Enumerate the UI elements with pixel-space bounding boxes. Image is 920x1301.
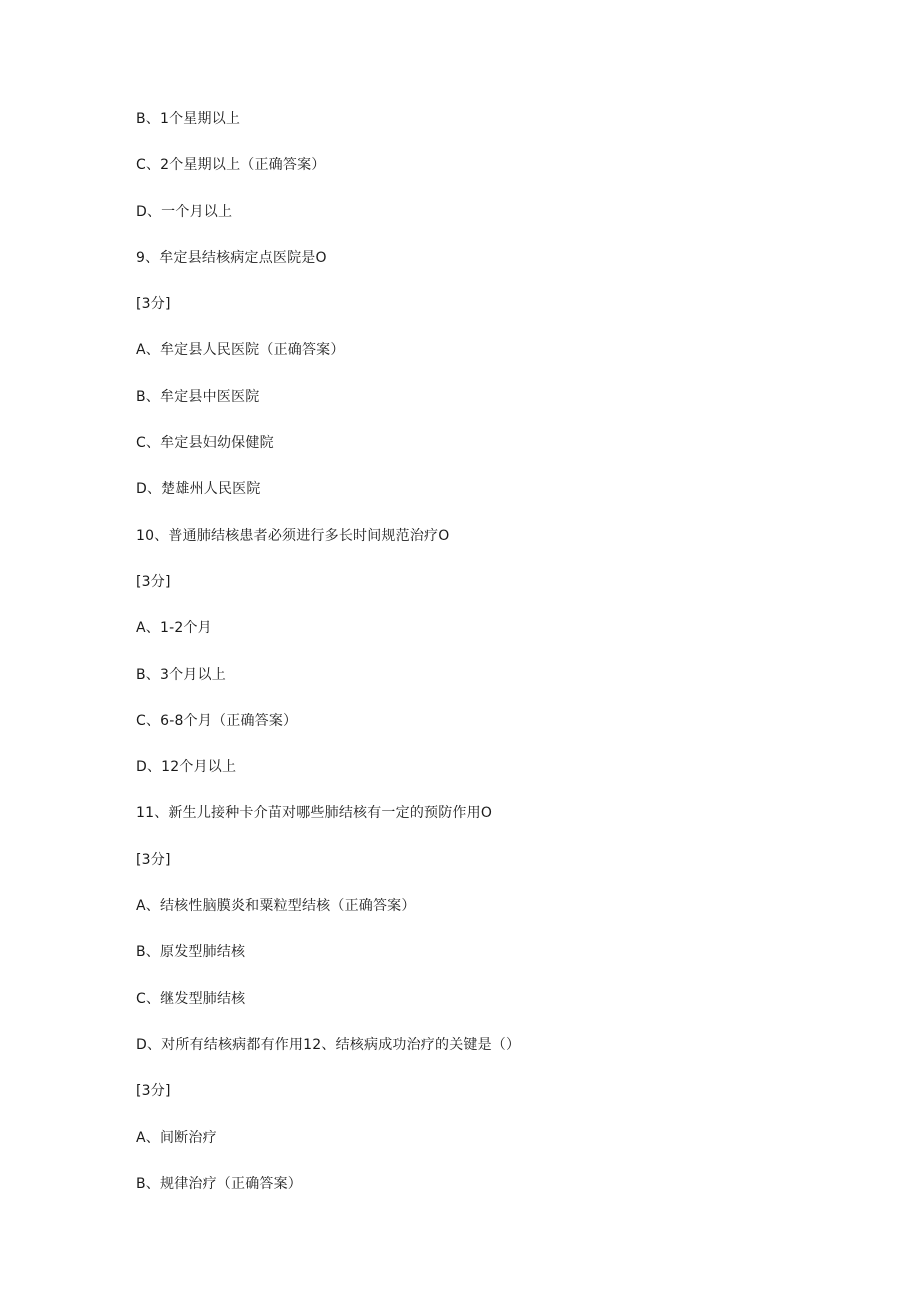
option-a-q10: A、1-2个月	[136, 620, 212, 637]
option-b-q10: B、3个月以上	[136, 666, 226, 683]
option-d-q11-and-question-12: D、对所有结核病都有作用12、结核病成功治疗的关键是（）	[136, 1036, 521, 1053]
option-c-q10: C、6-8个月（正确答案）	[136, 712, 298, 729]
score-q12: [3分]	[136, 1083, 171, 1100]
question-10: 10、普通肺结核患者必须进行多长时间规范治疗O	[136, 527, 450, 544]
question-11: 11、新生儿接种卡介苗对哪些肺结核有一定的预防作用O	[136, 805, 493, 822]
option-a-q11: A、结核性脑膜炎和粟粒型结核（正确答案）	[136, 898, 416, 915]
option-a-q12: A、间断治疗	[136, 1129, 217, 1146]
option-b-q8: B、1个星期以上	[136, 111, 241, 127]
option-d-q9: D、楚雄州人民医院	[136, 481, 261, 498]
quiz-text	[136, 108, 520, 1219]
score-q10: [3分]	[136, 573, 171, 590]
option-b-q11: B、原发型肺结核	[136, 944, 246, 961]
option-c-q9: C、牟定县妇幼保健院	[136, 435, 274, 452]
option-b-q12: B、规律治疗（正确答案）	[136, 1175, 303, 1192]
option-c-q11: C、继发型肺结核	[136, 990, 246, 1007]
option-c-q8: C、2个星期以上（正确答案）	[136, 157, 326, 174]
option-d-q8: D、一个月以上	[136, 203, 233, 220]
score-q11: [3分]	[136, 851, 171, 868]
question-9: 9、牟定县结核病定点医院是O	[136, 249, 327, 266]
option-d-q10: D、12个月以上	[136, 759, 237, 776]
score-q9: [3分]	[136, 296, 171, 313]
option-b-q9: B、牟定县中医医院	[136, 388, 260, 405]
option-a-q9: A、牟定县人民医院（正确答案）	[136, 342, 345, 359]
